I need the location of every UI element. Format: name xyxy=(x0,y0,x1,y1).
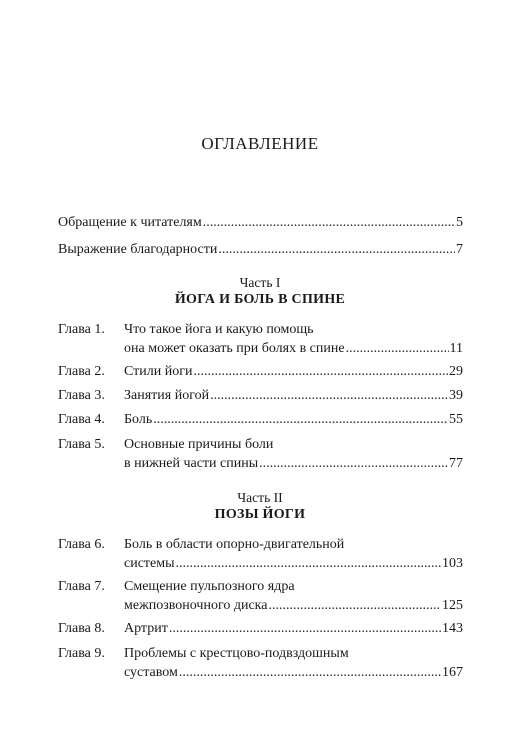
dot-leader xyxy=(203,213,455,232)
chapter-title-line1: Смещение пульпозного ядра xyxy=(124,579,295,594)
toc-entry-chapter-3[interactable] xyxy=(58,386,463,405)
entry-page: 125 xyxy=(442,598,463,613)
chapter-number: Глава 3. xyxy=(58,388,105,403)
chapter-title-line2: в нижней части спины xyxy=(124,456,259,471)
entry-page: 5 xyxy=(456,215,463,230)
dot-leader xyxy=(169,619,441,638)
chapter-title-line2: суставом xyxy=(124,665,178,680)
entry-page: 39 xyxy=(449,388,463,403)
chapter-title: Артрит xyxy=(124,621,168,636)
chapter-title-line2: межпозвоночного диска xyxy=(124,598,268,613)
chapter-title-line1: Что такое йога и какую помощь xyxy=(124,322,314,337)
toc-entry-chapter-9[interactable] xyxy=(58,644,463,682)
entry-page: 77 xyxy=(449,456,463,471)
dot-leader xyxy=(218,240,455,259)
toc-entry-chapter-5[interactable] xyxy=(58,435,463,473)
chapter-number: Глава 1. xyxy=(58,322,105,337)
part-2-title: ПОЗЫ ЙОГИ xyxy=(214,507,306,522)
entry-page: 7 xyxy=(456,242,463,257)
toc-entry-chapter-2[interactable] xyxy=(58,362,463,381)
toc-entry-readers[interactable] xyxy=(58,213,463,232)
dot-leader xyxy=(153,410,448,429)
dot-leader xyxy=(176,554,441,573)
chapter-title-line2: системы xyxy=(124,556,175,571)
entry-page: 11 xyxy=(449,341,463,356)
dot-leader xyxy=(193,362,448,381)
entry-page: 143 xyxy=(442,621,463,636)
chapter-title-line2: она может оказать при болях в спине xyxy=(124,341,345,356)
toc-entry-chapter-4[interactable] xyxy=(58,410,463,429)
chapter-title-line1: Проблемы с крестцово-подвздошным xyxy=(124,646,349,661)
dot-leader xyxy=(179,663,441,682)
part-1-title: ЙОГА И БОЛЬ В СПИНЕ xyxy=(174,292,346,307)
entry-page: 103 xyxy=(442,556,463,571)
chapter-number: Глава 7. xyxy=(58,579,105,594)
toc-entry-chapter-1[interactable] xyxy=(58,320,463,358)
chapter-title: Занятия йогой xyxy=(124,388,210,403)
chapter-title-line1: Боль в области опорно-двигательной xyxy=(124,537,345,552)
dot-leader xyxy=(346,339,449,358)
dot-leader xyxy=(259,454,448,473)
dot-leader xyxy=(268,596,441,615)
chapter-number: Глава 8. xyxy=(58,621,105,636)
toc-entry-chapter-8[interactable] xyxy=(58,619,463,638)
entry-page: 167 xyxy=(442,665,463,680)
chapter-number: Глава 4. xyxy=(58,412,105,427)
toc-entry-chapter-6[interactable] xyxy=(58,535,463,573)
entry-page: 29 xyxy=(449,364,463,379)
chapter-number: Глава 6. xyxy=(58,537,105,552)
toc-title: ОГЛАВЛЕНИЕ xyxy=(201,134,319,153)
chapter-number: Глава 5. xyxy=(58,437,105,452)
chapter-title: Боль xyxy=(124,412,153,427)
entry-page: 55 xyxy=(449,412,463,427)
chapter-number: Глава 2. xyxy=(58,364,105,379)
part-2-label: Часть II xyxy=(237,490,283,505)
entry-label: Выражение благодарности xyxy=(58,242,218,257)
toc-entry-acknowledgements[interactable] xyxy=(58,240,463,259)
chapter-number: Глава 9. xyxy=(58,646,105,661)
chapter-title: Стили йоги xyxy=(124,364,193,379)
part-1-label: Часть I xyxy=(239,275,281,290)
entry-label: Обращение к читателям xyxy=(58,215,202,230)
toc-entry-chapter-7[interactable] xyxy=(58,577,463,615)
chapter-title-line1: Основные причины боли xyxy=(124,437,274,452)
dot-leader xyxy=(210,386,448,405)
